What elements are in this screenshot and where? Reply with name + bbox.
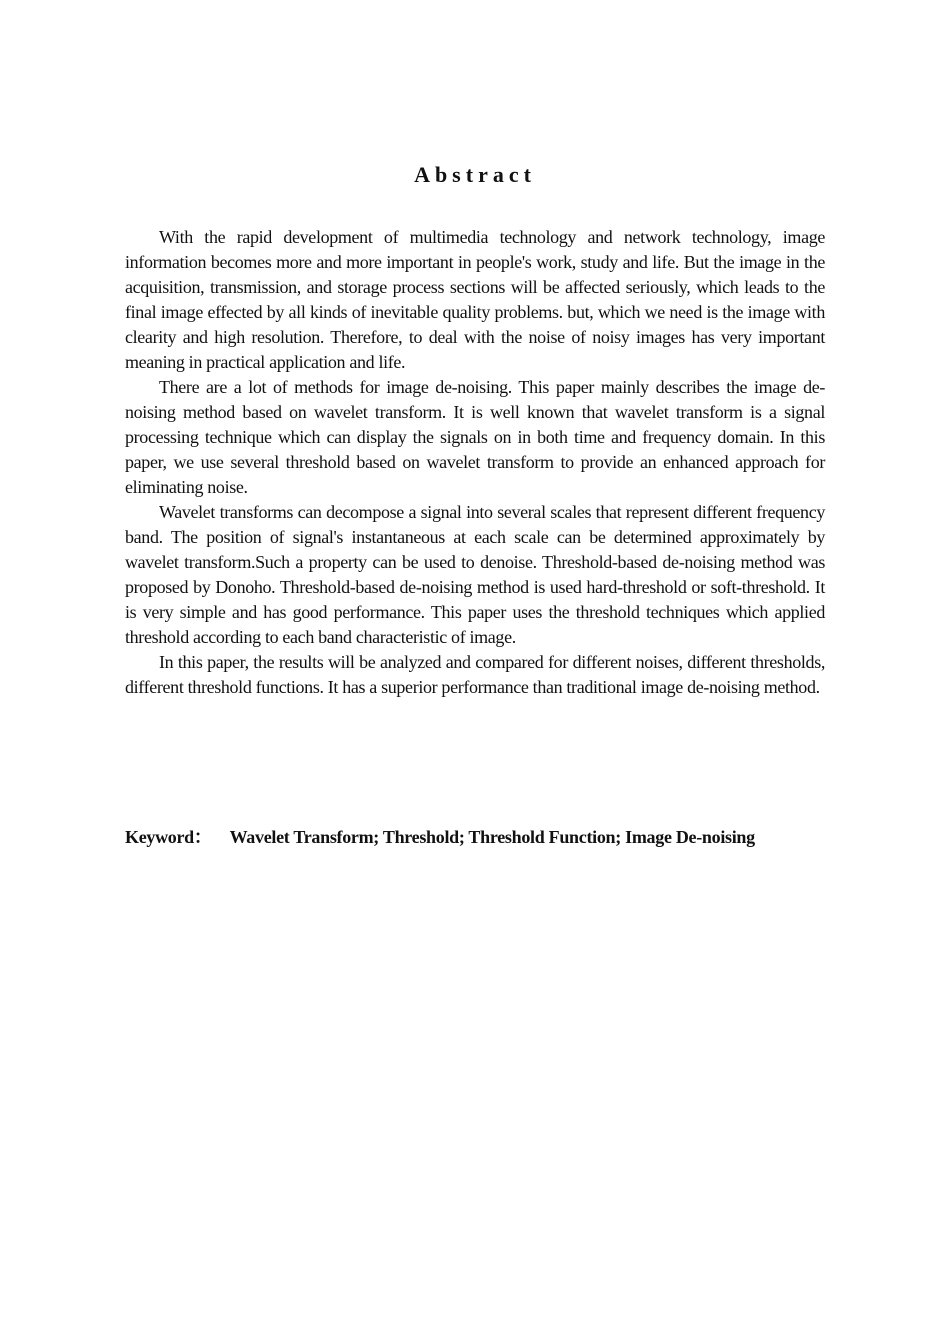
abstract-title: Abstract [414, 162, 536, 187]
paragraph: Wavelet transforms can decompose a signal into several scales that represent different frequency band. The position of signal's instantaneous at each scale can be determined approximately by wavelet transform.Such a property can be used to denoise. Threshold-based de-noising method was proposed by Donoho. Threshold-based de-noising method is used hard-threshold or soft-threshold. It is very simple and has good performance. This paper uses the threshold techniques which applied threshold according to each band characteristic of image. [125, 502, 825, 647]
abstract-body [125, 225, 825, 700]
paragraph: With the rapid development of multimedia technology and network technology, image information becomes more and more important in people's work, study and life. But the image in the acquisition, transmission, and storage process sections will be affected seriously, which leads to the final image effected by all kinds of inevitable quality problems. but, which we need is the image with clearity and high resolution. Therefore, to deal with the noise of noisy images has very important meaning in practical application and life. [125, 227, 825, 372]
paragraph: There are a lot of methods for image de-noising. This paper mainly describes the image de-noising method based on wavelet transform. It is well known that wavelet transform is a signal processing technique which can display the signals on in both time and frequency domain. In this paper, we use several threshold based on wavelet transform to provide an enhanced approach for eliminating noise. [125, 377, 825, 497]
paragraph: In this paper, the results will be analyzed and compared for different noises, different thresholds, different threshold functions. It has a superior performance than traditional image de-noising method. [125, 652, 825, 697]
keywords-label: Keyword： [125, 827, 212, 847]
keywords-value: Wavelet Transform; Threshold; Threshold Function; Image De-noising [229, 827, 755, 847]
keywords-line [125, 823, 755, 849]
